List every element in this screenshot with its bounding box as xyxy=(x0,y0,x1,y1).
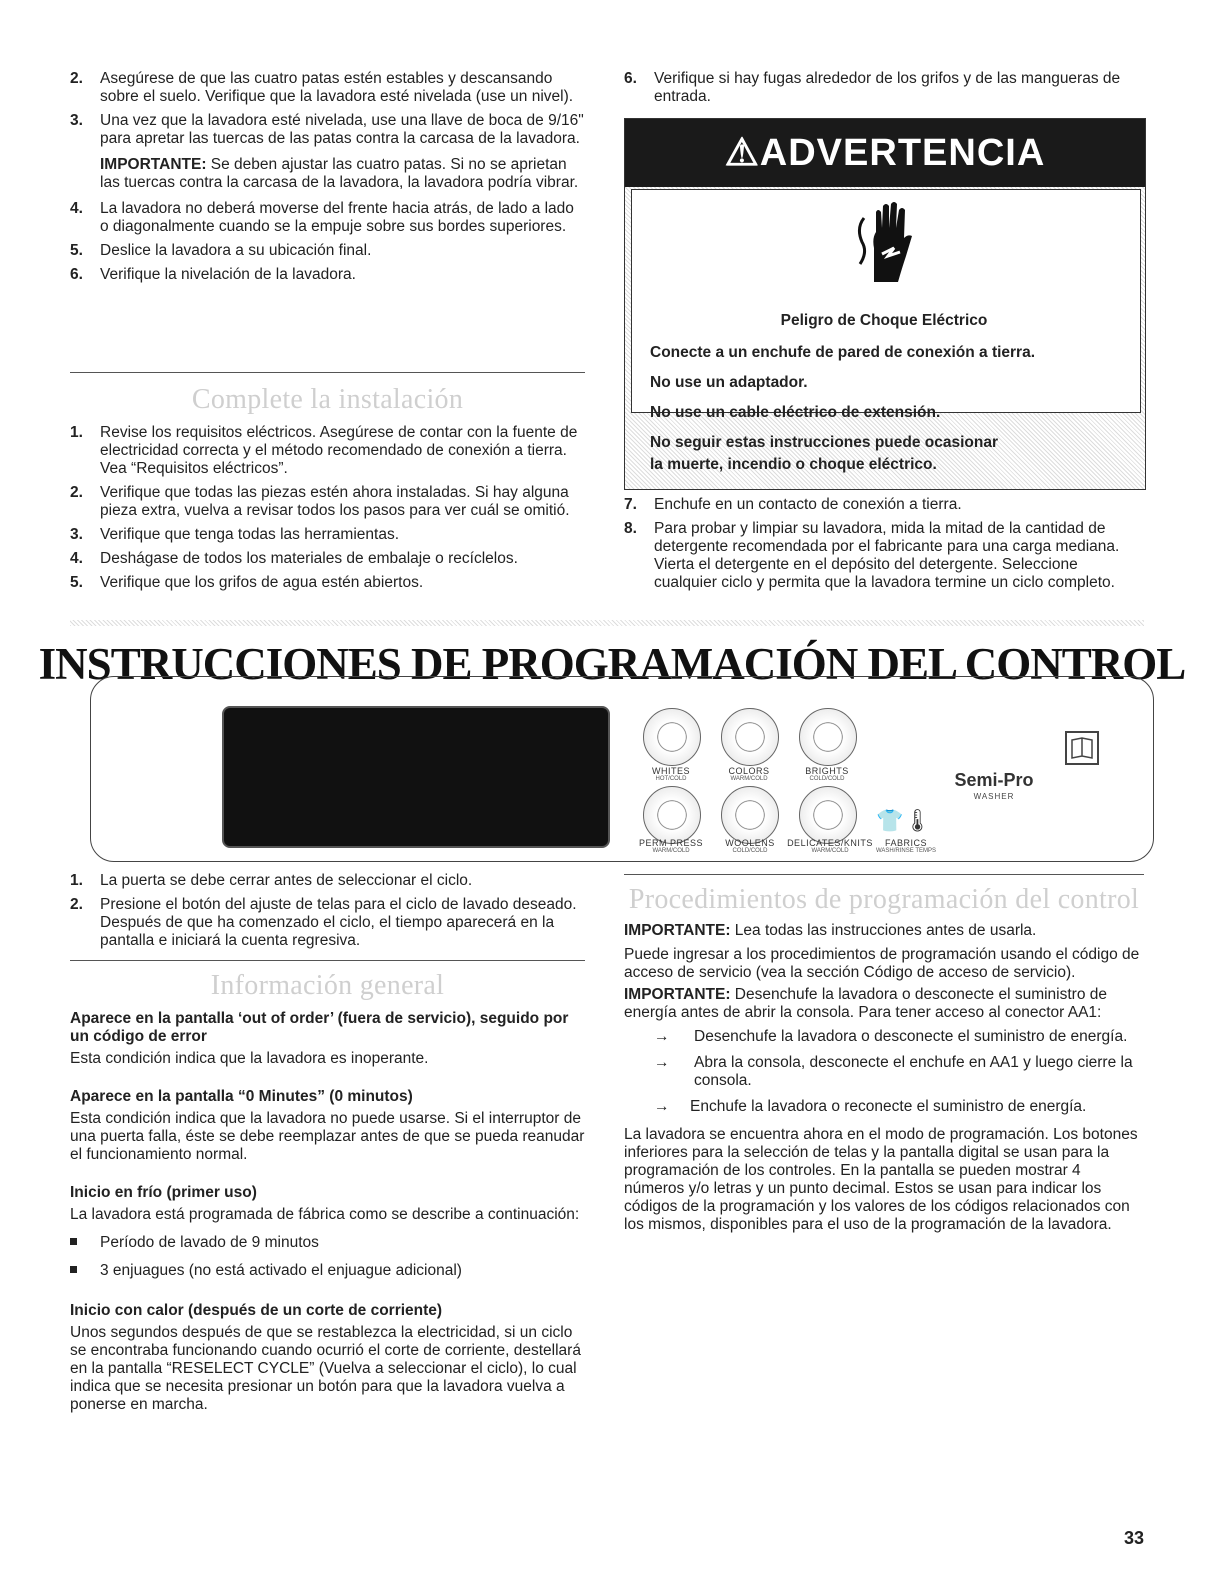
dial-label: PERM PRESS xyxy=(638,838,703,848)
paragraph: IMPORTANTE: Desenchufe la lavadora o desconecte el suministro de energía antes de abrir la consola. Para tener acceso al conector AA1: xyxy=(624,986,1108,1021)
subheading: Aparece en la pantalla “0 Minutes” (0 minutos) xyxy=(70,1088,413,1105)
dial-sublabel: COLD/COLD xyxy=(809,776,845,782)
brand-name: Semi-Pro xyxy=(954,770,1034,790)
page-number: 33 xyxy=(1123,1528,1144,1548)
warning-header: ⚠ADVERTENCIA xyxy=(625,119,1145,187)
hatch-divider xyxy=(70,620,1144,626)
section-title-complete: Complete la instalación xyxy=(191,384,464,415)
digital-display xyxy=(222,706,610,848)
divider xyxy=(70,960,585,961)
brand-sublabel: WASHER xyxy=(973,792,1015,801)
dial-sublabel: HOT/COLD xyxy=(655,776,687,782)
dial-label: COLORS xyxy=(728,766,770,776)
list-item: → Abra la consola, desconecte el enchufe en AA1 y luego cierre la consola. xyxy=(654,1054,1133,1089)
subheading: Inicio en frío (primer uso) xyxy=(70,1184,257,1201)
list-item: 6. Verifique la nivelación de la lavadora. xyxy=(70,266,356,283)
paragraph: La lavadora se encuentra ahora en el modo de programación. Los botones inferiores para la selección de telas y la pantalla digital se usan para la programación de los controles. En la pantalla se pueden mostrar 4 números y/o letras y un punto decimal. Estos se usan para indicar los códigos de la programación y los valores de los códigos relacionados con los mismos, disponibles para el uso de la programación de la lavadora. xyxy=(624,1126,1138,1233)
list-item: 2. Verifique que todas las piezas estén ahora instaladas. Si hay alguna pieza extra, vuelva a revisar todos los pasos para ver cuál se omitió. xyxy=(70,484,570,519)
page-title: INSTRUCCIONES DE PROGRAMACIÓN DEL CONTROL xyxy=(38,639,1186,689)
list-item: 6. Verifique si hay fugas alrededor de los grifos y de las mangueras de entrada. xyxy=(624,70,1121,105)
arrow-icon: → xyxy=(654,1028,670,1045)
subheading: Aparece en la pantalla ‘out of order’ (fuera de servicio), seguido por un código de error xyxy=(70,1010,569,1045)
divider xyxy=(70,372,585,373)
section-title-general: Información general xyxy=(210,970,445,1001)
paragraph: IMPORTANTE: Lea todas las instrucciones antes de usarla. xyxy=(624,922,1037,939)
list-item: Período de lavado de 9 minutos xyxy=(70,1234,585,1252)
manual-book-icon xyxy=(1064,730,1100,766)
bullet-icon xyxy=(70,1238,77,1245)
top-left-column xyxy=(70,70,585,290)
bullet-icon xyxy=(70,1266,77,1273)
brights-button[interactable] xyxy=(799,708,857,766)
complete-steps xyxy=(70,424,585,592)
woolens-button[interactable] xyxy=(721,786,779,844)
list-item: → Enchufe la lavadora o reconecte el suministro de energía. xyxy=(654,1098,1087,1115)
list-item: 1. Revise los requisitos eléctricos. Asegúrese de contar con la fuente de electricidad correcta y el método recomendado de conexión a tierra. Vea “Requisitos eléctricos”. xyxy=(70,424,578,477)
paragraph: Unos segundos después de que se restablezca la electricidad, si un ciclo se encontraba funcionando cuando ocurrió el corte de corriente, destellará en la pantalla “RESELECT CYCLE” (Vuelva a seleccionar el ciclo), lo cual indica que se necesita presionar un botón para que la lavadora vuelva a ponerse en marcha. xyxy=(70,1324,581,1413)
paragraph: Esta condición indica que la lavadora no puede usarse. Si el interruptor de una puerta falla, éste se debe reemplazar antes de que se pueda reanudar el funcionamiento normal. xyxy=(70,1110,585,1163)
fabrics-sublabel: WASH/RINSE TEMPS xyxy=(875,848,936,854)
test-steps xyxy=(624,496,1144,598)
dial-label: BRIGHTS xyxy=(805,766,849,776)
dial-sublabel: COLD/COLD xyxy=(732,848,768,854)
shirt-thermometer-icon: 👕🌡 xyxy=(876,808,932,833)
whites-button[interactable] xyxy=(643,708,701,766)
electric-shock-hand-icon xyxy=(854,198,924,286)
arrow-icon: → xyxy=(654,1098,670,1115)
list-item: 3 enjuagues (no está activado el enjuague adicional) xyxy=(70,1262,585,1280)
warning-line: Conecte a un enchufe de pared de conexión a tierra. xyxy=(650,344,1036,361)
warning-hazard: Peligro de Choque Eléctrico xyxy=(780,312,988,329)
divider xyxy=(624,874,1144,875)
paragraph: Esta condición indica que la lavadora es inoperante. xyxy=(70,1050,429,1067)
warning-line: la muerte, incendio o choque eléctrico. xyxy=(650,456,937,473)
top-right-column xyxy=(624,70,1144,112)
dial-sublabel: WARM/COLD xyxy=(652,848,690,854)
list-item: 5. Verifique que los grifos de agua estén abiertos. xyxy=(70,574,424,591)
list-item: 2. Presione el botón del ajuste de telas para el ciclo de lavado deseado. Después de que ha comenzado el ciclo, el tiempo aparecerá en la pantalla e iniciará la cuenta regresiva. xyxy=(70,896,577,949)
important-note: IMPORTANTE: Se deben ajustar las cuatro patas. Si no se aprietan las tuercas contra la carcasa de la lavadora, la lavadora podría vibrar. xyxy=(100,156,579,191)
warning-line: No use un cable eléctrico de extensión. xyxy=(650,404,941,421)
colors-button[interactable] xyxy=(721,708,779,766)
leveling-steps xyxy=(70,70,585,284)
procedures xyxy=(624,922,1144,1234)
fabrics-label: FABRICS xyxy=(884,838,927,848)
warning-line: No use un adaptador. xyxy=(650,374,808,391)
paragraph: Puede ingresar a los procedimientos de programación usando el código de acceso de servicio (vea la sección Código de acceso de servicio). xyxy=(624,946,1140,981)
warning-line: No seguir estas instrucciones puede ocasionar xyxy=(650,434,999,451)
list-item: 1. La puerta se debe cerrar antes de seleccionar el ciclo. xyxy=(70,872,473,889)
delicates-knits-button[interactable] xyxy=(799,786,857,844)
list-item: 4. La lavadora no deberá moverse del frente hacia atrás, de lado a lado o diagonalmente cuando se la empuje sobre sus bordes superiores. xyxy=(70,200,574,235)
warning-triangle-icon: ⚠ xyxy=(724,132,760,174)
list-item: 3. Verifique que tenga todas las herramientas. xyxy=(70,526,399,543)
section-title-procedures: Procedimientos de programación del control xyxy=(628,884,1140,915)
list-item: 7. Enchufe en un contacto de conexión a tierra. xyxy=(624,496,962,513)
dial-sublabel: WARM/COLD xyxy=(730,776,768,782)
list-item: 3. Una vez que la lavadora esté nivelada, use una llave de boca de 9/16" para apretar las tuercas de las patas contra la carcasa de la lavadora. IMPORTANTE: Se deben ajustar las cuatro patas. Si no se aprietan las tuercas contra la carcasa de la lavadora, la lavadora podría vibrar. xyxy=(70,112,584,191)
list-item: 8. Para probar y limpiar su lavadora, mida la mitad de la cantidad de detergente recomendada por el fabricante para una carga mediana. Vierta el detergente en el depósito del detergente. Seleccione cualquier ciclo y permita que la lavadora termine un ciclo completo. xyxy=(624,520,1120,591)
list-item: → Desenchufe la lavadora o desconecte el suministro de energía. xyxy=(654,1028,1128,1045)
arrow-icon: → xyxy=(654,1054,670,1071)
dial-sublabel: WARM/COLD xyxy=(811,848,849,854)
dial-label: WHITES xyxy=(652,766,690,776)
list-item: 4. Deshágase de todos los materiales de embalaje o recíclelos. xyxy=(70,550,518,567)
perm-press-button[interactable] xyxy=(643,786,701,844)
paragraph: La lavadora está programada de fábrica como se describe a continuación: xyxy=(70,1206,580,1223)
dial-label: DELICATES/KNITS xyxy=(787,838,873,848)
list-item: 5. Deslice la lavadora a su ubicación final. xyxy=(70,242,372,259)
general-info xyxy=(70,1010,585,1414)
dial-label: WOOLENS xyxy=(725,838,775,848)
list-item: 2. Asegúrese de que las cuatro patas estén estables y descansando sobre el suelo. Verifique que la lavadora esté nivelada (use un nivel). xyxy=(70,70,574,105)
complete-installation xyxy=(70,424,585,598)
panel-steps xyxy=(70,872,585,956)
subheading: Inicio con calor (después de un corte de corriente) xyxy=(70,1302,443,1319)
